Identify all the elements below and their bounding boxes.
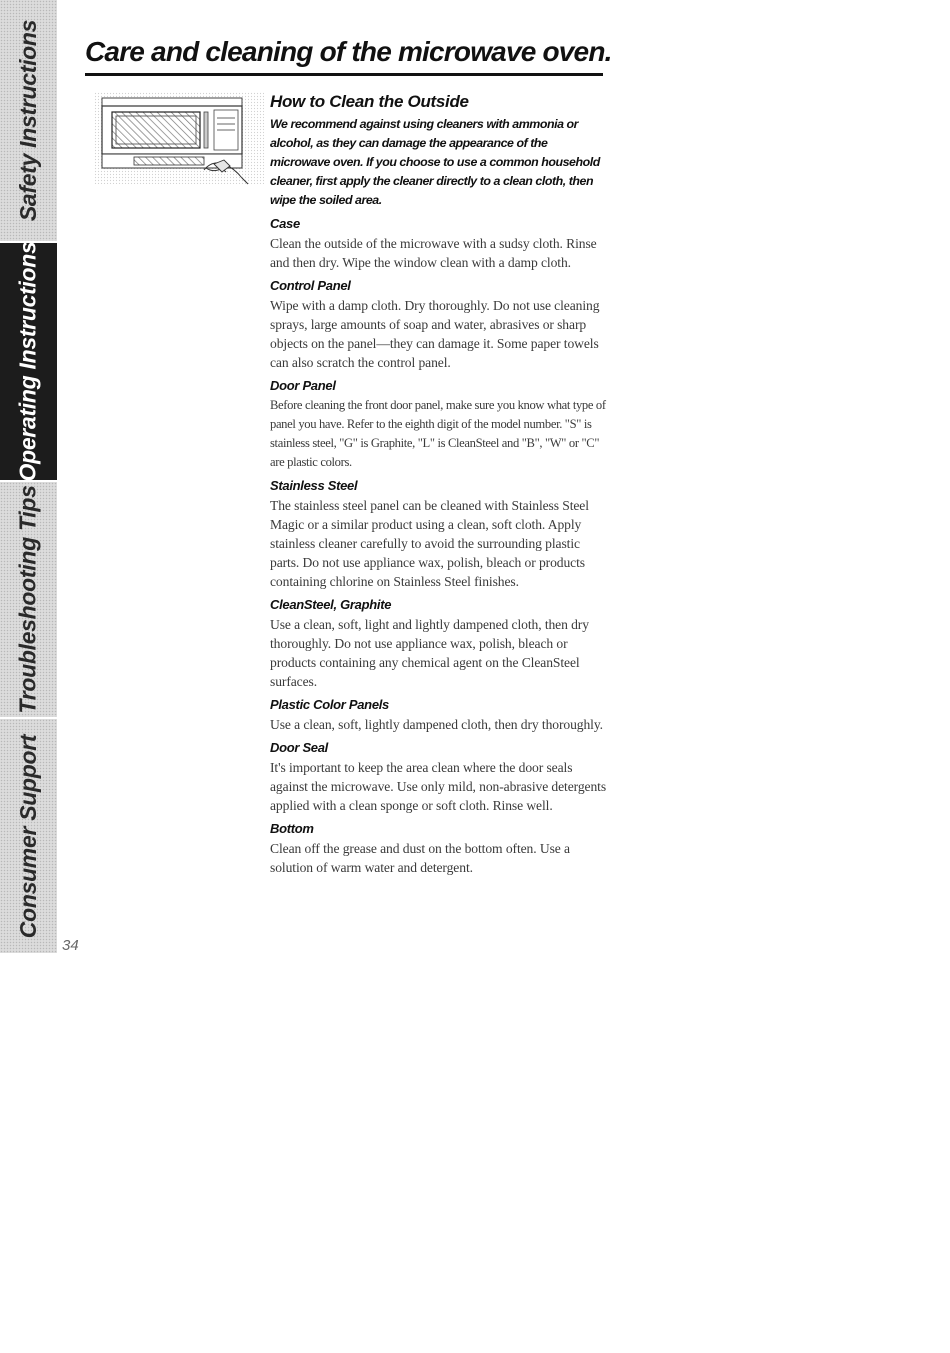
subsection-text: Clean off the grease and dust on the bottom often. Use a solution of warm water and detergent.	[270, 841, 570, 875]
subsection-text: It's important to keep the area clean where the door seals against the microwave. Use only mild, non-abrasive detergents applied with a clean sponge or soft cloth. Rinse well.	[270, 760, 607, 813]
page-number: 34	[62, 937, 79, 954]
subsection-heading: Control Panel	[270, 278, 351, 293]
subsection-door-seal	[270, 738, 610, 815]
cleaning-instructions	[270, 91, 610, 877]
tab-label: Troubleshooting Tips	[15, 485, 42, 714]
subsection-heading: CleanSteel, Graphite	[270, 597, 392, 612]
subsection-text: Use a clean, soft, light and lightly dampened cloth, then dry thoroughly. Do not use appliance wax, polish, bleach or products containing any chemical agent on the CleanSteel surfaces.	[270, 617, 589, 689]
subsection-heading: Case	[270, 216, 300, 231]
subsection-text: Clean the outside of the microwave with a sudsy cloth. Rinse and then dry. Wipe the window clean with a damp cloth.	[270, 236, 597, 270]
side-tab-bar	[0, 0, 57, 958]
title-divider	[85, 73, 603, 76]
subsection-case	[270, 214, 610, 272]
subsection-bottom	[270, 819, 610, 877]
tab-label: Safety Instructions	[15, 19, 42, 222]
subsection-stainless-steel	[270, 476, 610, 591]
subsection-door-panel	[270, 376, 610, 472]
tab-operating-instructions[interactable]	[0, 243, 57, 482]
subsection-heading: Door Panel	[270, 378, 336, 393]
tab-label: Consumer Support	[15, 734, 42, 938]
subsection-heading: Door Seal	[270, 740, 328, 755]
section-heading: How to Clean the Outside	[270, 92, 469, 111]
subsection-heading: Bottom	[270, 821, 314, 836]
tab-label: Operating Instructions	[15, 241, 42, 482]
subsection-plastic-color-panels	[270, 695, 610, 734]
page-title: Care and cleaning of the microwave oven.	[85, 36, 612, 67]
microwave-oven-illustration	[94, 92, 264, 192]
subsection-text: Use a clean, soft, lightly dampened cloth, then dry thoroughly.	[270, 717, 603, 732]
cleaner-warning: We recommend against using cleaners with ammonia or alcohol, as they can damage the appearance of the microwave oven. If you choose to use a common household cleaner, first apply the cleaner directly to a clean cloth, then wipe the soiled area.	[270, 117, 600, 207]
subsection-text: Wipe with a damp cloth. Dry thoroughly. Do not use cleaning sprays, large amounts of soap and water, abrasives or sharp objects on the panel—they can damage it. Some paper towels can also scratch the control panel.	[270, 298, 600, 370]
subsection-heading: Plastic Color Panels	[270, 697, 389, 712]
subsection-control-panel	[270, 276, 610, 372]
subsection-text: Before cleaning the front door panel, make sure you know what type of panel you have. Refer to the eighth digit of the model number. "S" is stainless steel, "G" is Graphite, "L" is CleanSteel and "B", "W" or "C" are plastic colors.	[270, 398, 606, 469]
tab-safety-instructions[interactable]	[0, 0, 57, 243]
subsection-cleansteel-graphite	[270, 595, 610, 691]
subsection-heading: Stainless Steel	[270, 478, 358, 493]
tab-troubleshooting-tips[interactable]	[0, 482, 57, 719]
subsection-text: The stainless steel panel can be cleaned with Stainless Steel Magic or a similar product using a clean, soft cloth. Apply stainless cleaner carefully to avoid the surrounding plastic parts. Do not use appliance wax, polish, bleach or products containing chlorine on Stainless Steel finishes.	[270, 498, 589, 589]
tab-consumer-support[interactable]	[0, 719, 57, 955]
